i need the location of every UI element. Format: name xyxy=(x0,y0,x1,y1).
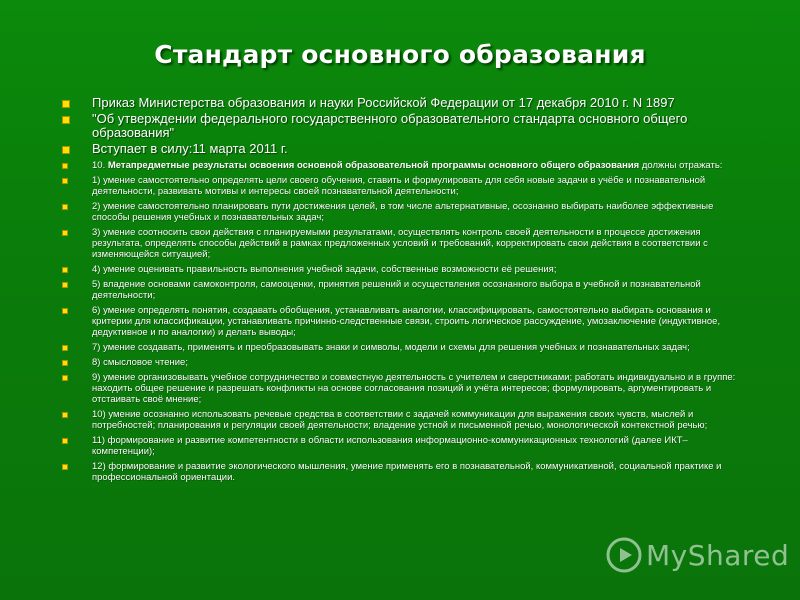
square-bullet-icon xyxy=(62,438,68,444)
item-text: 7) умение создавать, применять и преобразовывать знаки и символы, модели и схемы для решения учебных и познавательных задач; xyxy=(92,342,690,353)
item-text: должны отражать: xyxy=(641,160,723,171)
list-item xyxy=(62,279,742,301)
list-item xyxy=(62,461,742,483)
square-bullet-icon xyxy=(62,146,70,154)
item-text: Вступает в силу:11 марта 2011 г. xyxy=(92,141,288,156)
square-bullet-icon xyxy=(62,116,70,124)
square-bullet-icon xyxy=(62,345,68,351)
list-item xyxy=(62,435,742,457)
list-item xyxy=(62,142,742,156)
square-bullet-icon xyxy=(62,282,68,288)
item-text: 2) умение самостоятельно планировать пути достижения целей, в том числе альтернативные, осознанно выбирать наиболее эффективные способы решения учебных и познавательных задач; xyxy=(92,201,714,223)
item-text: 11) формирование и развитие компетентности в области использования информационно-коммуникационных технологий (далее ИКТ– компетенции); xyxy=(92,435,688,457)
list-item xyxy=(62,112,742,140)
sub-bullet-list xyxy=(62,160,742,487)
item-text: 8) смысловое чтение; xyxy=(92,357,188,368)
list-item xyxy=(62,227,742,260)
main-bullet-list xyxy=(62,96,742,158)
square-bullet-icon xyxy=(62,204,68,210)
list-item xyxy=(62,201,742,223)
item-text: 5) владение основами самоконтроля, самооценки, принятия решений и осуществления осознанного выбора в учебной и познавательной деятельности; xyxy=(92,279,701,301)
item-text: 4) умение оценивать правильность выполнения учебной задачи, собственные возможности её решения; xyxy=(92,264,557,275)
list-item xyxy=(62,305,742,338)
square-bullet-icon xyxy=(62,308,68,314)
square-bullet-icon xyxy=(62,163,68,169)
item-text: 9) умение организовывать учебное сотрудничество и совместную деятельность с учителем и сверстниками; работать индивидуально и в группе: находить общее решение и разрешать конфликты на основе согласования позиций и учёта интересов; формулировать, аргументировать и отстаивать своё мнение; xyxy=(92,372,736,405)
square-bullet-icon xyxy=(62,178,68,184)
item-text: 10) умение осознанно использовать речевые средства в соответствии с задачей коммуникации для выражения своих чувств, мыслей и потребностей; планирования и регуляции своей деятельности; владение устной и письменной речью, монологической контекстной речью; xyxy=(92,409,708,431)
item-text: 1) умение самостоятельно определять цели своего обучения, ставить и формулировать для себя новые задачи в учёбе и познавательной деятельности, развивать мотивы и интересы своей познавательной деятельности; xyxy=(92,175,706,197)
list-item xyxy=(62,96,742,110)
list-item xyxy=(62,342,742,353)
list-item xyxy=(62,264,742,275)
item-text: "Об утверждении федерального государственного образовательного стандарта основного общего образования" xyxy=(92,111,688,140)
square-bullet-icon xyxy=(62,360,68,366)
item-text: 6) умение определять понятия, создавать обобщения, устанавливать аналогии, классифицировать, самостоятельно выбирать основания и критерии для классификации, устанавливать причинно-следственные связи, строить логическое рассуждение, умозаключение (индуктивное, дедуктивное и по аналогии) и делать выводы; xyxy=(92,305,721,338)
square-bullet-icon xyxy=(62,375,68,381)
square-bullet-icon xyxy=(62,267,68,273)
item-prefix: 10. xyxy=(92,160,106,171)
square-bullet-icon xyxy=(62,464,68,470)
item-text: Приказ Министерства образования и науки Российской Федерации от 17 декабря 2010 г. N 1897 xyxy=(92,95,675,110)
myshared-watermark xyxy=(606,537,789,573)
myshared-logo-icon xyxy=(606,537,642,573)
list-item xyxy=(62,175,742,197)
square-bullet-icon xyxy=(62,100,70,108)
item-text: 12) формирование и развитие экологического мышления, умение применять его в познавательной, коммуникативной, социальной практике и профессиональной ориентации. xyxy=(92,461,722,483)
list-item xyxy=(62,372,742,405)
list-item xyxy=(62,409,742,431)
slide-title: Стандарт основного образования xyxy=(154,40,646,69)
square-bullet-icon xyxy=(62,412,68,418)
item-text: 3) умение соотносить свои действия с планируемыми результатами, осуществлять контроль своей деятельности в процессе достижения результата, определять способы действий в рамках предложенных условий и требований, корректировать свои действия в соответствии с изменяющейся ситуацией; xyxy=(92,227,708,260)
list-item xyxy=(62,160,742,171)
item-bold-text: Метапредметные результаты освоения основной образовательной программы основного общего образования xyxy=(107,160,640,171)
watermark-text: MyShared xyxy=(646,538,790,572)
square-bullet-icon xyxy=(62,230,68,236)
list-item xyxy=(62,357,742,368)
